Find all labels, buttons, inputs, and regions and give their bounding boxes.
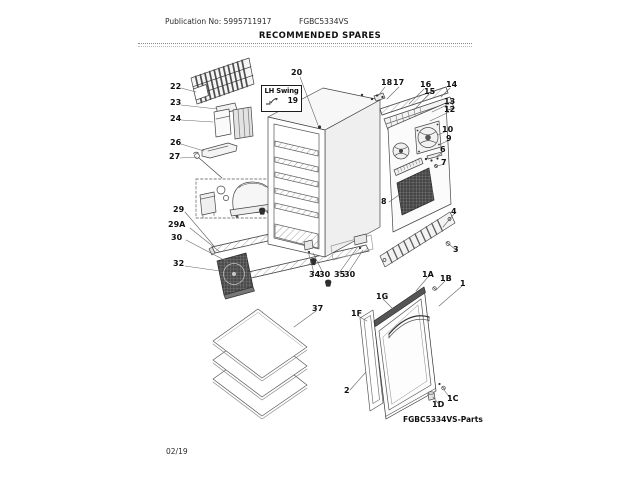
callout-1c: 1C bbox=[447, 394, 459, 403]
diagram-caption: FGBC5334VS-Parts bbox=[403, 415, 483, 424]
callout-15: 15 bbox=[424, 87, 436, 96]
callout-1b: 1B bbox=[440, 274, 452, 283]
callout-1f: 1F bbox=[351, 309, 363, 318]
callout-17: 17 bbox=[393, 78, 405, 87]
model-number: FGBC5334VS bbox=[299, 17, 349, 26]
callout-4: 4 bbox=[451, 207, 457, 216]
callout-13: 13 bbox=[444, 97, 456, 106]
door-hinge-icon bbox=[265, 96, 278, 105]
callout-35: 35 bbox=[334, 270, 346, 279]
callout-1g: 1G bbox=[376, 292, 389, 301]
callout-37: 37 bbox=[312, 304, 324, 313]
callout-24: 24 bbox=[170, 114, 182, 123]
part-condenser-32 bbox=[217, 253, 255, 299]
lh-swing-label: LH Swing bbox=[264, 87, 299, 95]
footer-date: 02/19 bbox=[166, 447, 188, 456]
lh-swing-box bbox=[261, 85, 302, 112]
callout-30-bottom-b: 30 bbox=[344, 270, 356, 279]
publication-number: Publication No: 5995711917 bbox=[165, 17, 272, 26]
callout-20: 20 bbox=[291, 68, 303, 77]
callout-12: 12 bbox=[444, 105, 456, 114]
callout-30-bottom-a: 30 bbox=[319, 270, 331, 279]
callout-26: 26 bbox=[170, 138, 182, 147]
callout-1a: 1A bbox=[422, 270, 434, 279]
part-drain-26-27 bbox=[194, 143, 238, 178]
callout-29a: 29A bbox=[168, 220, 186, 229]
callout-3: 3 bbox=[453, 245, 459, 254]
callout-2: 2 bbox=[344, 386, 350, 395]
callout-1d: 1D bbox=[432, 400, 445, 409]
swing-item-number: 19 bbox=[287, 96, 298, 105]
callout-1: 1 bbox=[460, 279, 466, 288]
callout-23: 23 bbox=[170, 98, 182, 107]
callout-10: 10 bbox=[442, 125, 454, 134]
callout-14: 14 bbox=[446, 80, 458, 89]
header-divider bbox=[138, 43, 472, 47]
callout-27: 27 bbox=[169, 152, 181, 161]
part-glass-shelves-37 bbox=[213, 309, 307, 419]
callout-18: 18 bbox=[381, 78, 393, 87]
callout-6: 6 bbox=[440, 145, 446, 154]
callout-8: 8 bbox=[381, 197, 387, 206]
page-title: RECOMMENDED SPARES bbox=[258, 31, 382, 41]
callout-16: 16 bbox=[420, 80, 432, 89]
callout-9: 9 bbox=[446, 134, 452, 143]
callout-7: 7 bbox=[441, 158, 447, 167]
callout-30-left: 30 bbox=[171, 233, 183, 242]
cabinet-body bbox=[268, 88, 380, 260]
callout-32: 32 bbox=[173, 259, 185, 268]
part-brackets-23-24 bbox=[214, 103, 253, 139]
callout-34: 34 bbox=[309, 270, 321, 279]
part-back-grille-22 bbox=[191, 58, 254, 104]
callout-22: 22 bbox=[170, 82, 182, 91]
callout-29: 29 bbox=[173, 205, 185, 214]
